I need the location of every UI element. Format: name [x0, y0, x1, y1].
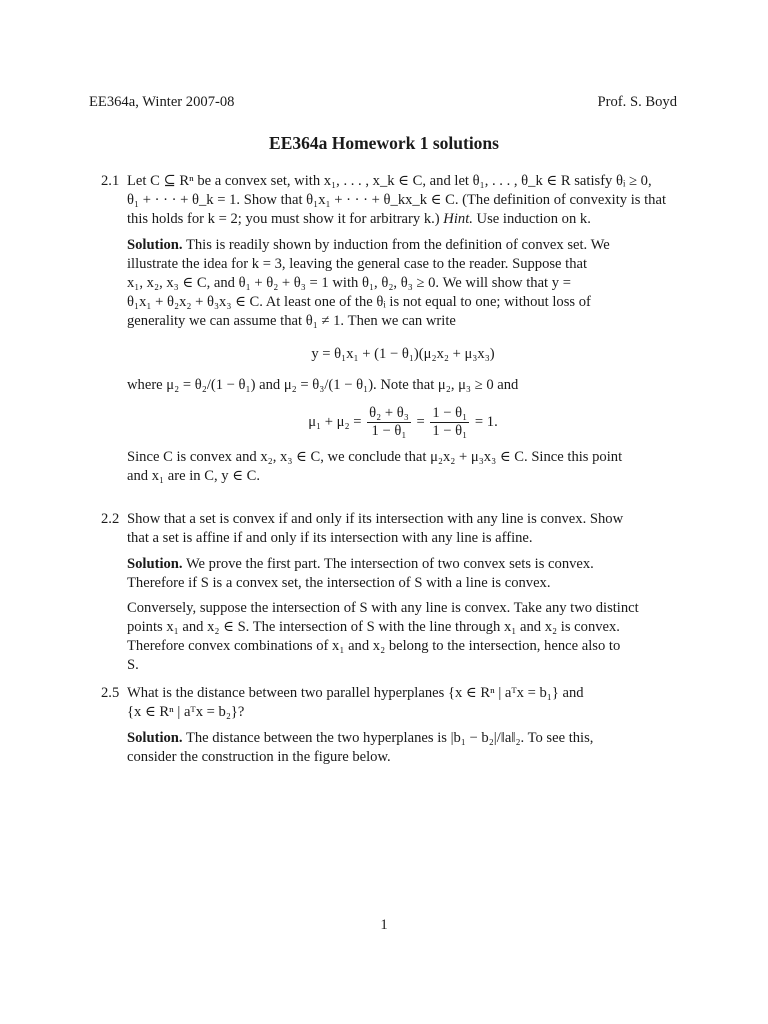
- solution-line: Therefore if S is a convex set, the intersection of S with a line is convex.: [127, 575, 551, 591]
- problem-number: 2.1: [101, 173, 120, 189]
- solution-line: Therefore convex combinations of x₁ and x₂ belong to the intersection, hence also to: [127, 638, 621, 654]
- solution-line: [127, 729, 679, 748]
- solution-line: illustrate the idea for k = 3, leaving the general case to the reader. Suppose that: [127, 256, 588, 272]
- fraction: [430, 405, 469, 440]
- solution-line: Conversely, suppose the intersection of S with any line is convex. Take any two distinct: [127, 600, 639, 616]
- statement-line: that a set is affine if and only if its intersection with any line is affine.: [127, 530, 533, 546]
- solution-label: Solution.: [127, 730, 183, 746]
- solution-line: generality we can assume that θ₁ ≠ 1. Then we can write: [127, 313, 456, 329]
- statement-line: Let C ⊆ Rⁿ be a convex set, with x₁, . . . , x_k ∈ C, and let θ₁, . . . , θ_k ∈ R satisfy θᵢ ≥ 0,: [127, 173, 652, 189]
- problem-body: [127, 172, 679, 486]
- statement-line: What is the distance between two parallel hyperplanes {x ∈ Rⁿ | aᵀx = b₁} and: [127, 685, 584, 701]
- equation-2: [127, 405, 679, 440]
- problem-2-5: [89, 684, 679, 767]
- solution-line: θ₁x₁ + θ₂x₂ + θ₃x₃ ∈ C. At least one of the θᵢ is not equal to one; without loss of: [127, 294, 591, 310]
- statement-line: Show that a set is convex if and only if its intersection with any line is convex. Show: [127, 511, 624, 527]
- problem-number: 2.5: [101, 685, 120, 701]
- instructor-header: Prof. S. Boyd: [597, 94, 677, 110]
- fraction-denominator: 1 − θ₁: [432, 423, 468, 439]
- course-header: EE364a, Winter 2007-08: [89, 94, 235, 110]
- conclusion-line: and x₁ are in C, y ∈ C.: [127, 468, 261, 484]
- problem-body: [127, 510, 679, 675]
- solution-line: x₁, x₂, x₃ ∈ C, and θ₁ + θ₂ + θ₃ = 1 with θ₁, θ₂, θ₃ ≥ 0. We will show that y =: [127, 275, 571, 291]
- eq2-rhs: = 1.: [474, 413, 498, 430]
- fraction: [367, 405, 411, 440]
- solution-label: Solution.: [127, 237, 183, 253]
- page-number: 1: [380, 917, 388, 933]
- conclusion-line: Since C is convex and x₂, x₃ ∈ C, we conclude that μ₂x₂ + μ₃x₃ ∈ C. Since this point: [127, 449, 623, 465]
- eq2-lhs: μ₁ + μ₂ =: [308, 413, 362, 430]
- fraction-numerator: 1 − θ₁: [432, 405, 468, 421]
- hint-label: Hint.: [443, 211, 473, 227]
- equals-sign: =: [416, 413, 425, 430]
- statement-line: θ₁ + · · · + θ_k = 1. Show that θ₁x₁ + · · · + θ_kx_k ∈ C. (The definition of convexity is that: [127, 192, 666, 208]
- solution-line: S.: [127, 657, 139, 673]
- solution-label: Solution.: [127, 556, 183, 572]
- problem-2-1: [89, 172, 679, 486]
- solution-line: [127, 236, 679, 255]
- equation-1: y = θ₁x₁ + (1 − θ₁)(μ₂x₂ + μ₃x₃): [311, 346, 495, 362]
- solution-line: [127, 555, 679, 574]
- statement-text: this holds for k = 2; you must show it for arbitrary k.): [127, 211, 440, 227]
- fraction-numerator: θ₂ + θ₃: [369, 405, 409, 421]
- page-title: EE364a Homework 1 solutions: [269, 133, 499, 153]
- problem-number: 2.2: [101, 511, 120, 527]
- solution-text: We prove the first part. The intersection of two convex sets is convex.: [185, 556, 594, 572]
- solution-line: consider the construction in the figure below.: [127, 749, 391, 765]
- statement-text: Use induction on k.: [476, 211, 591, 227]
- solution-text: The distance between the two hyperplanes is |b₁ − b₂|/‖a‖₂. To see this,: [185, 730, 594, 746]
- fraction-denominator: 1 − θ₁: [371, 423, 407, 439]
- solution-line: points x₁ and x₂ ∈ S. The intersection of S with the line through x₁ and x₂ is convex.: [127, 619, 620, 635]
- problem-2-2: [89, 510, 679, 675]
- solution-text: This is readily shown by induction from the definition of convex set. We: [185, 237, 610, 253]
- statement-line: {x ∈ Rⁿ | aᵀx = b₂}?: [127, 704, 245, 720]
- problem-body: [127, 684, 679, 767]
- statement-line: [127, 210, 679, 229]
- where-line: where μ₂ = θ₂/(1 − θ₁) and μ₂ = θ₃/(1 − θ₁). Note that μ₂, μ₃ ≥ 0 and: [127, 377, 519, 393]
